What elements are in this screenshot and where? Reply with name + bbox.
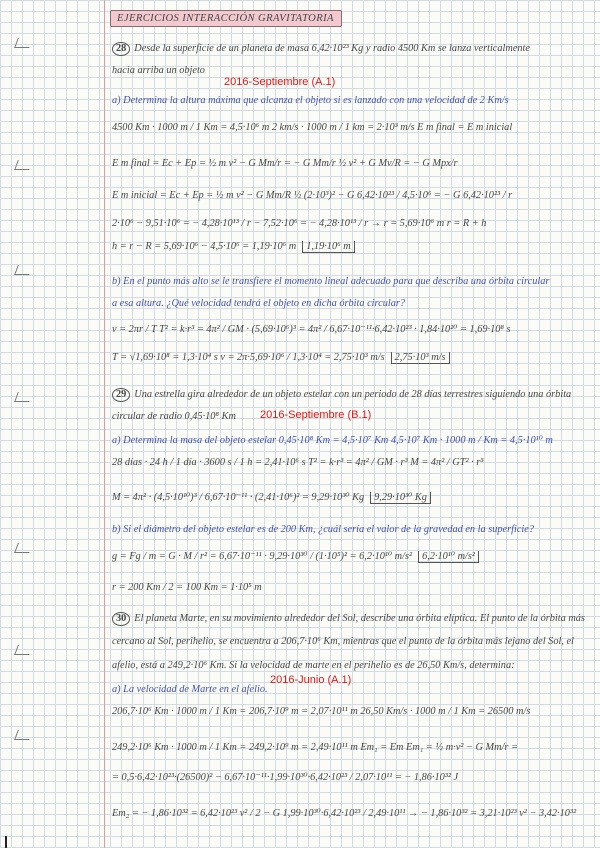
boxed-result: 9,29·10³⁰ Kg bbox=[370, 492, 431, 504]
line-p29-b-2 bbox=[112, 551, 590, 563]
line-text: circular de radio 0,45·10⁸ Km bbox=[112, 411, 236, 422]
boxed-result: 6,2·10¹⁰ m/s² bbox=[418, 551, 479, 563]
line-p29-intro bbox=[112, 388, 590, 402]
line-p28-a bbox=[112, 95, 590, 107]
line-p28-b bbox=[112, 276, 590, 288]
line-p30-a-3 bbox=[112, 742, 590, 754]
line-text: 2·10⁶ − 9,51·10⁶ = − 4,28·10¹³ / r − 7,52·10⁶ = − 4,28·10¹³ / r → r = 5,69·10⁶ m r = R + h bbox=[112, 218, 487, 229]
line-text: E m inicial = Ec + Ep = ½ m v² − G Mm/R ½ (2·10³)² − G 6,42·10²³ / 4,5·10⁶ = − G 6,42·10²³ / r bbox=[112, 190, 513, 201]
line-p28-intro bbox=[112, 42, 590, 56]
boxed-result: 2,75·10³ m/s bbox=[391, 352, 450, 364]
line-text: hacia arriba un objeto bbox=[112, 65, 205, 76]
line-text: b) En el punto más alto se le transfiere el momento lineal adecuado para que describa una órbita circular bbox=[112, 276, 550, 287]
problem-number: 30 bbox=[112, 612, 130, 626]
exam-tag-30: 2016-Junio (A.1) bbox=[270, 674, 352, 686]
problem-number: 29 bbox=[112, 388, 130, 402]
binder-mark bbox=[14, 392, 33, 402]
line-p29-a-2 bbox=[112, 457, 590, 469]
line-p28-a-1 bbox=[112, 122, 590, 134]
exam-tag-29: 2016-Septiembre (B.1) bbox=[260, 409, 372, 421]
line-p30-intro-2 bbox=[112, 636, 590, 648]
line-p28-a-5 bbox=[112, 241, 590, 253]
line-text: Desde la superficie de un planeta de masa 6,42·10²³ Kg y radio 4500 Km se lanza verticalmente bbox=[134, 43, 530, 54]
line-text: M = 4π² · (4,5·10¹⁰)³ / 6,67·10⁻¹¹ · (2,41·10⁶)² = 9,29·10³⁰ Kg bbox=[112, 492, 365, 503]
line-text: T = √1,69·10⁸ = 1,3·10⁴ s v = 2π·5,69·10⁶ / 1,3·10⁴ = 2,75·10³ m/s bbox=[112, 352, 385, 363]
line-p30-intro bbox=[112, 612, 590, 626]
line-p28-a-2 bbox=[112, 158, 590, 170]
line-text: cercano al Sol, perihelio, se encuentra a 206,7·10⁶ Km, mientras que el punto de la órbita más lejano del Sol, el bbox=[112, 636, 574, 647]
line-text: E m final = Ec + Ep = ½ m v² − G Mm/r = − G Mm/r ½ v² + G Mv/R = − G Mpx/r bbox=[112, 158, 458, 169]
line-p28-intro-2 bbox=[112, 65, 590, 77]
line-p29-b-3 bbox=[112, 582, 590, 594]
line-text: 28 días · 24 h / 1 día · 3600 s / 1 h = 2,41·10⁶ s T² = k·r³ = 4π² / GM · r³ M = 4π² / GT² · r³ bbox=[112, 457, 484, 468]
exam-tag-28: 2016-Septiembre (A.1) bbox=[224, 76, 336, 88]
line-text: = 0,5·6,42·10²³·(26500)² − 6,67·10⁻¹¹·1,99·10³⁰·6,42·10²³ / 2,07·10¹¹ = − 1,86·10³² J bbox=[112, 772, 459, 783]
line-text: El planeta Marte, en su movimiento alrededor del Sol, describe una órbita elíptica. El punto de la órbita más bbox=[134, 613, 585, 624]
page-title: EJERCICIOS INTERACCIÓN GRAVITATORIA bbox=[110, 10, 342, 27]
binder-mark bbox=[14, 730, 33, 740]
line-text: Una estrella gira alrededor de un objeto estelar con un periodo de 28 días terrestres siguiendo una órbita bbox=[134, 389, 572, 400]
line-text: r = 200 Km / 2 = 100 Km = 1·10⁵ m bbox=[112, 582, 262, 593]
line-text: h = r − R = 5,69·10⁶ − 4,5·10⁶ = 1,19·10⁶ m bbox=[112, 241, 297, 252]
line-text: v = 2πr / T T² = k·r³ = 4π² / GM · (5,69·10⁶)³ = 4π² / 6,67·10⁻¹¹·6,42·10²³ · 1,84·10²⁰ = 1,69·10⁸ s bbox=[112, 324, 511, 335]
binder-mark bbox=[14, 38, 33, 48]
edge-mark bbox=[5, 836, 7, 848]
line-p28-b-4 bbox=[112, 352, 590, 364]
boxed-result: 1,19·10⁶ m bbox=[302, 241, 354, 253]
line-p28-b-3 bbox=[112, 324, 590, 336]
binder-mark bbox=[14, 160, 33, 170]
line-p30-intro-3 bbox=[112, 660, 590, 672]
line-p30-a-4 bbox=[112, 772, 590, 784]
binder-mark bbox=[14, 265, 33, 275]
margin-line bbox=[104, 0, 105, 848]
line-p29-a-3 bbox=[112, 492, 590, 504]
line-text: b) Si el diámetro del objeto estelar es de 200 Km, ¿cuál sería el valor de la gravedad en la superficie? bbox=[112, 524, 534, 535]
problem-number: 28 bbox=[112, 42, 130, 56]
line-text: afelio, está a 249,2·10⁶ Km. Si la velocidad de marte en el perihelio es de 26,50 Km/s, determina: bbox=[112, 660, 515, 671]
line-p28-a-3 bbox=[112, 190, 590, 202]
line-p29-b bbox=[112, 524, 590, 536]
line-text: Em₂ = − 1,86·10³² = 6,42·10²³ v² / 2 − G 1,99·10³⁰·6,42·10²³ / 2,49·10¹¹ → − 1,86·10³² = 3,21·10²³ v² − 3,42·10³² bbox=[112, 808, 577, 819]
binder-mark bbox=[14, 645, 33, 655]
line-text: 249,2·10⁶ Km · 1000 m / 1 Km = 249,2·10⁹ m = 2,49·10¹¹ m Em₁ = Em Em₁ = ½ m·v² − G Mm/r = bbox=[112, 742, 518, 753]
line-text: 206,7·10⁶ Km · 1000 m / 1 Km = 206,7·10⁹ m = 2,07·10¹¹ m 26,50 Km/s · 1000 m / 1 Km = 26500 m/s bbox=[112, 706, 531, 717]
binder-mark bbox=[14, 543, 33, 553]
line-p30-a-5 bbox=[112, 808, 590, 820]
line-text: a) Determina la masa del objeto estelar 0,45·10⁸ Km = 4,5·10⁷ Km 4,5·10⁷ Km · 1000 m / Km = 4,5·10¹⁰ m bbox=[112, 435, 553, 446]
line-text: a esa altura. ¿Qué velocidad tendrá el objeto en dicha órbita circular? bbox=[112, 298, 406, 309]
line-p28-a-4 bbox=[112, 218, 590, 230]
line-p28-b-2 bbox=[112, 298, 590, 310]
line-p30-a-2 bbox=[112, 706, 590, 718]
line-text: a) La velocidad de Marte en el afelio. bbox=[112, 684, 268, 695]
line-text: 4500 Km · 1000 m / 1 Km = 4,5·10⁶ m 2 km/s · 1000 m / 1 km = 2·10³ m/s E m final = E m inicial bbox=[112, 122, 513, 133]
line-text: g = Fg / m = G · M / r² = 6,67·10⁻¹¹ · 9,29·10³⁰ / (1·10⁵)² = 6,2·10¹⁰ m/s² bbox=[112, 551, 413, 562]
line-p29-a bbox=[112, 435, 590, 447]
line-text: a) Determina la altura máxima que alcanza el objeto si es lanzado con una velocidad de 2 Km/s bbox=[112, 95, 509, 106]
